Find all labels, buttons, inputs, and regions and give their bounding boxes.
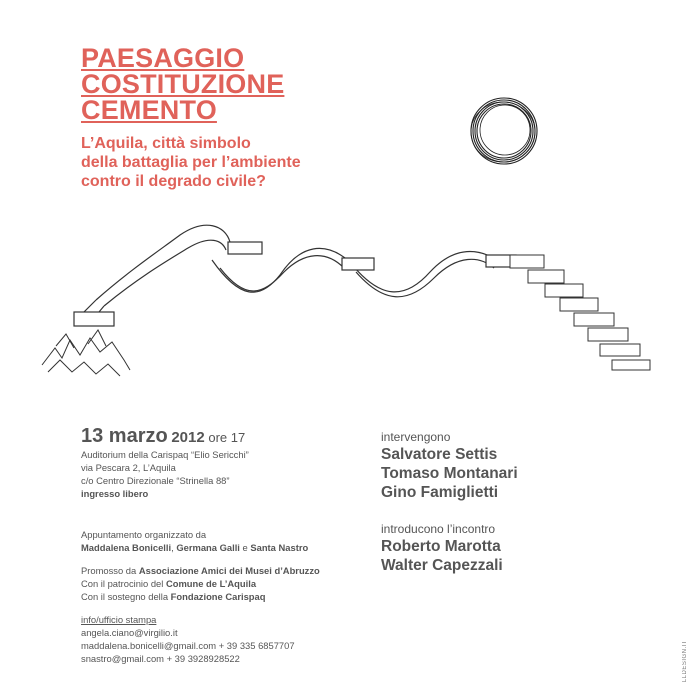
event-year: 2012 xyxy=(171,429,205,446)
organizer-1: Maddalena Bonicelli xyxy=(81,542,172,553)
subtitle-line-2: della battaglia per l’ambiente xyxy=(81,154,301,171)
organizers-intro: Appuntamento organizzato da xyxy=(81,529,207,540)
event-day: 13 marzo xyxy=(81,425,168,447)
supporter-name: Fondazione Carispaq xyxy=(170,591,266,602)
speakers-section xyxy=(381,430,641,575)
sun-drawing xyxy=(471,98,537,164)
title-line-2: COSTITUZIONE xyxy=(81,69,285,99)
title-line-3: CEMENTO xyxy=(81,95,217,125)
event-venue: Auditorium della Carispaq “Elio Sericchi” xyxy=(81,449,249,460)
organizers-sep: , xyxy=(171,542,174,553)
organizer-2: Germana Galli xyxy=(176,542,240,553)
patronage-line xyxy=(81,577,371,590)
speakers-label: intervengono xyxy=(381,430,451,444)
ribbon-drawing xyxy=(74,225,516,326)
event-time: ore 17 xyxy=(208,430,246,445)
title-line-1: PAESAGGIO xyxy=(81,43,245,73)
introducer-name: Walter Capezzali xyxy=(381,557,503,574)
speaker-name: Salvatore Settis xyxy=(381,446,498,463)
staircase-drawing xyxy=(510,255,650,370)
organizer-3: Santa Nastro xyxy=(250,542,309,553)
event-date-line xyxy=(81,425,371,448)
promoter-name: Associazione Amici dei Musei d’Abruzzo xyxy=(138,565,320,576)
promoter-line xyxy=(81,564,371,577)
introducers-label: introducono l’incontro xyxy=(381,522,496,536)
introducer-name: Roberto Marotta xyxy=(381,538,501,555)
subtitle-line-3: contro il degrado civile? xyxy=(81,173,266,190)
patron-name: Comune de L’Aquila xyxy=(165,578,257,589)
contact-line[interactable]: maddalena.bonicelli@gmail.com + 39 335 6857707 xyxy=(81,640,295,651)
contact-line[interactable]: angela.ciano@virgilio.it xyxy=(81,627,178,638)
event-details xyxy=(81,425,371,665)
organizers-and: e xyxy=(242,542,248,553)
event-address: via Pescara 2, L’Aquila xyxy=(81,462,176,473)
contact-line[interactable]: snastro@gmail.com + 39 3928928522 xyxy=(81,653,240,664)
contacts-heading: info/ufficio stampa xyxy=(81,614,157,625)
promoted-by-label: Promosso da xyxy=(81,565,137,576)
patronage-label: Con il patrocinio del xyxy=(81,578,164,589)
designer-credit: LLDESIGN.IT xyxy=(682,639,688,682)
event-center: c/o Centro Direzionale “Strinella 88” xyxy=(81,475,230,486)
rubble-drawing xyxy=(42,330,130,376)
support-label: Con il sostegno della xyxy=(81,591,169,602)
organizers-names xyxy=(81,541,371,554)
event-entry: ingresso libero xyxy=(81,488,149,499)
support-line xyxy=(81,590,371,603)
speaker-name: Tomaso Montanari xyxy=(381,465,518,482)
subtitle-line-1: L’Aquila, città simbolo xyxy=(81,135,251,152)
speaker-name: Gino Famiglietti xyxy=(381,484,499,501)
